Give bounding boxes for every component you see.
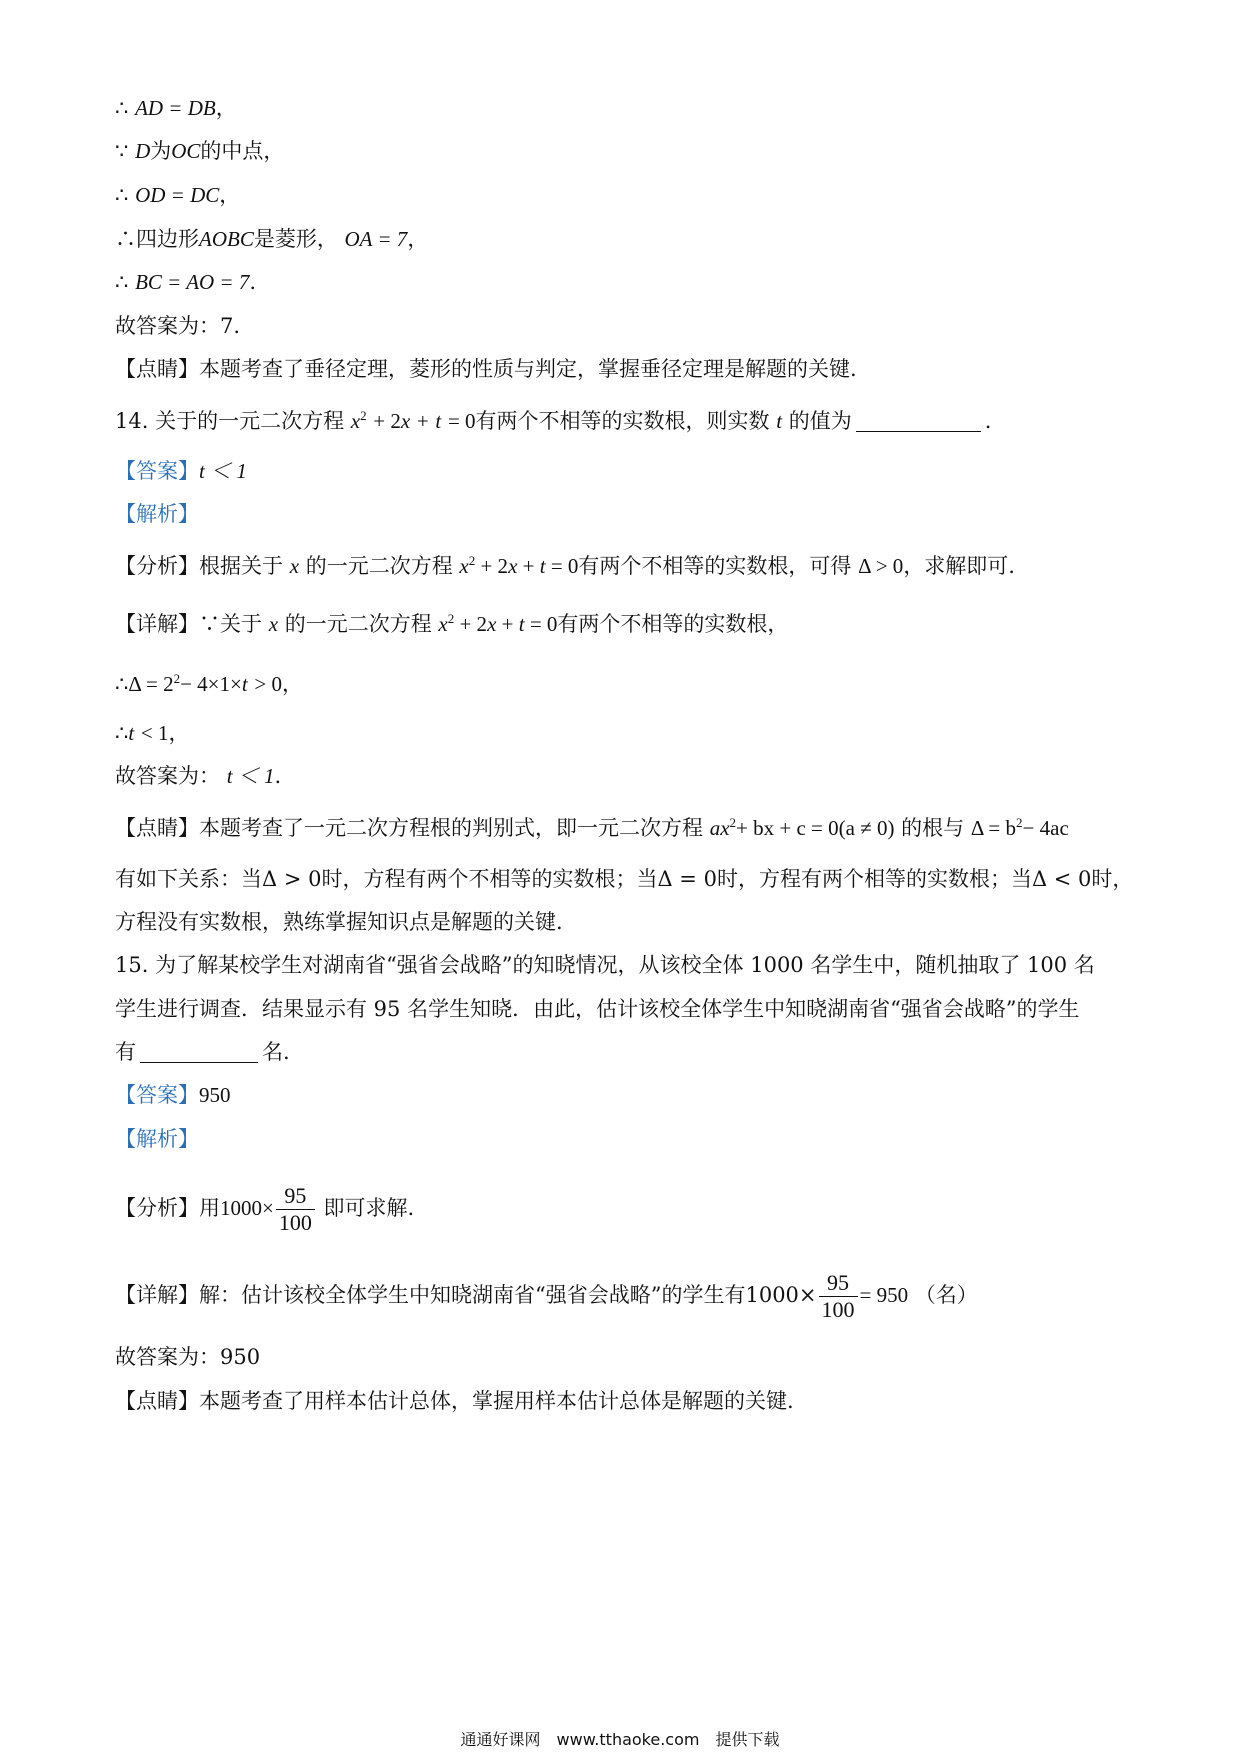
xiangjie-14: 【详解】∵关于 x 的一元二次方程 $x^2 + 2x + t = 0$有两个不相等的实数根， xyxy=(115,611,789,636)
solution-line-5: ∴ BC = AO = 7. xyxy=(115,270,257,294)
answer-blank-15 xyxy=(140,1040,258,1063)
fenxi-14: 【分析】根据关于 x 的一元二次方程 $x^2 + 2x + t = 0$有两个不相等的实数根，可得 Δ > 0，求解即可. xyxy=(115,553,1015,578)
solution-line-3: ∴ OD = DC， xyxy=(115,183,241,207)
dianjing-14-line-1: 【点睛】本题考查了一元二次方程根的判别式，即一元二次方程 $ax^2+$ bx + c = 0(a ≠ 0) 的根与 $\Delta = b^2- 4ac$ xyxy=(115,815,1069,840)
answer-line-13: 故答案为：7. xyxy=(115,314,241,338)
solution-line-4: ∴四边形AOBC是菱形， OA = 7， xyxy=(115,227,429,251)
step-1-14: ∴Δ = $2^2- 4\times 1\times t > 0$， xyxy=(115,671,303,696)
analysis-tag-15: 【解析】 xyxy=(115,1127,199,1151)
step-2-14: ∴t < 1， xyxy=(115,721,190,745)
analysis-tag-14: 【解析】 xyxy=(115,502,199,526)
page-footer: 通通好课网 www.tthaoke.com 提供下载 xyxy=(460,1730,780,1749)
question-15-line-3: 有 名. xyxy=(115,1040,290,1064)
fenxi-15: 【分析】用1000× $\frac{95}{100}$ 即可求解. xyxy=(115,1183,415,1235)
dianjing-tag: 【点睛】 xyxy=(115,357,199,381)
result-15: 故答案为：950 xyxy=(115,1345,261,1369)
answer-15: 【答案】950 xyxy=(115,1083,231,1107)
question-15-line-1: 15. 为了解某校学生对湖南省“强省会战略”的知晓情况，从该校全体 1000 名学生中，随机抽取了 100 名 xyxy=(115,953,1095,977)
answer-tag: 【答案】 xyxy=(115,459,199,483)
dianjing-14-line-2: 有如下关系：当Δ > 0时，方程有两个不相等的实数根；当Δ = 0时，方程有两个相等的实数根；当Δ < 0时， xyxy=(115,867,1134,891)
solution-line-1: ∴ AD = DB， xyxy=(115,96,237,120)
question-14: 14. 关于的一元二次方程 $x^2 + 2x + t = 0$有两个不相等的实数根，则实数 t 的值为 . xyxy=(115,408,992,433)
solution-line-2: ∵ D为OC的中点， xyxy=(115,139,285,163)
fraction-95-100: $\frac{95}{100}$ xyxy=(276,1183,315,1236)
dianjing-14-line-3: 方程没有实数根，熟练掌握知识点是解题的关键. xyxy=(115,910,563,934)
xiangjie-15: 【详解】解：估计该校全体学生中知晓湖南省“强省会战略”的学生有1000× $\frac{95}{100}$ = 950 （名） xyxy=(115,1270,978,1322)
result-14: 故答案为： t ＜ 1. xyxy=(115,764,282,788)
dianjing-13: 【点睛】本题考查了垂径定理，菱形的性质与判定，掌握垂径定理是解题的关键. xyxy=(115,357,857,381)
answer-tag: 【答案】 xyxy=(115,1083,199,1107)
fraction-95-100: $\frac{95}{100}$ xyxy=(819,1270,858,1323)
question-15-line-2: 学生进行调查．结果显示有 95 名学生知晓．由此，估计该校全体学生中知晓湖南省“强省会战略”的学生 xyxy=(115,997,1080,1021)
answer-14: 【答案】t ＜ 1 xyxy=(115,459,247,483)
dianjing-15: 【点睛】本题考查了用样本估计总体，掌握用样本估计总体是解题的关键. xyxy=(115,1389,794,1413)
answer-blank-14 xyxy=(856,409,981,432)
